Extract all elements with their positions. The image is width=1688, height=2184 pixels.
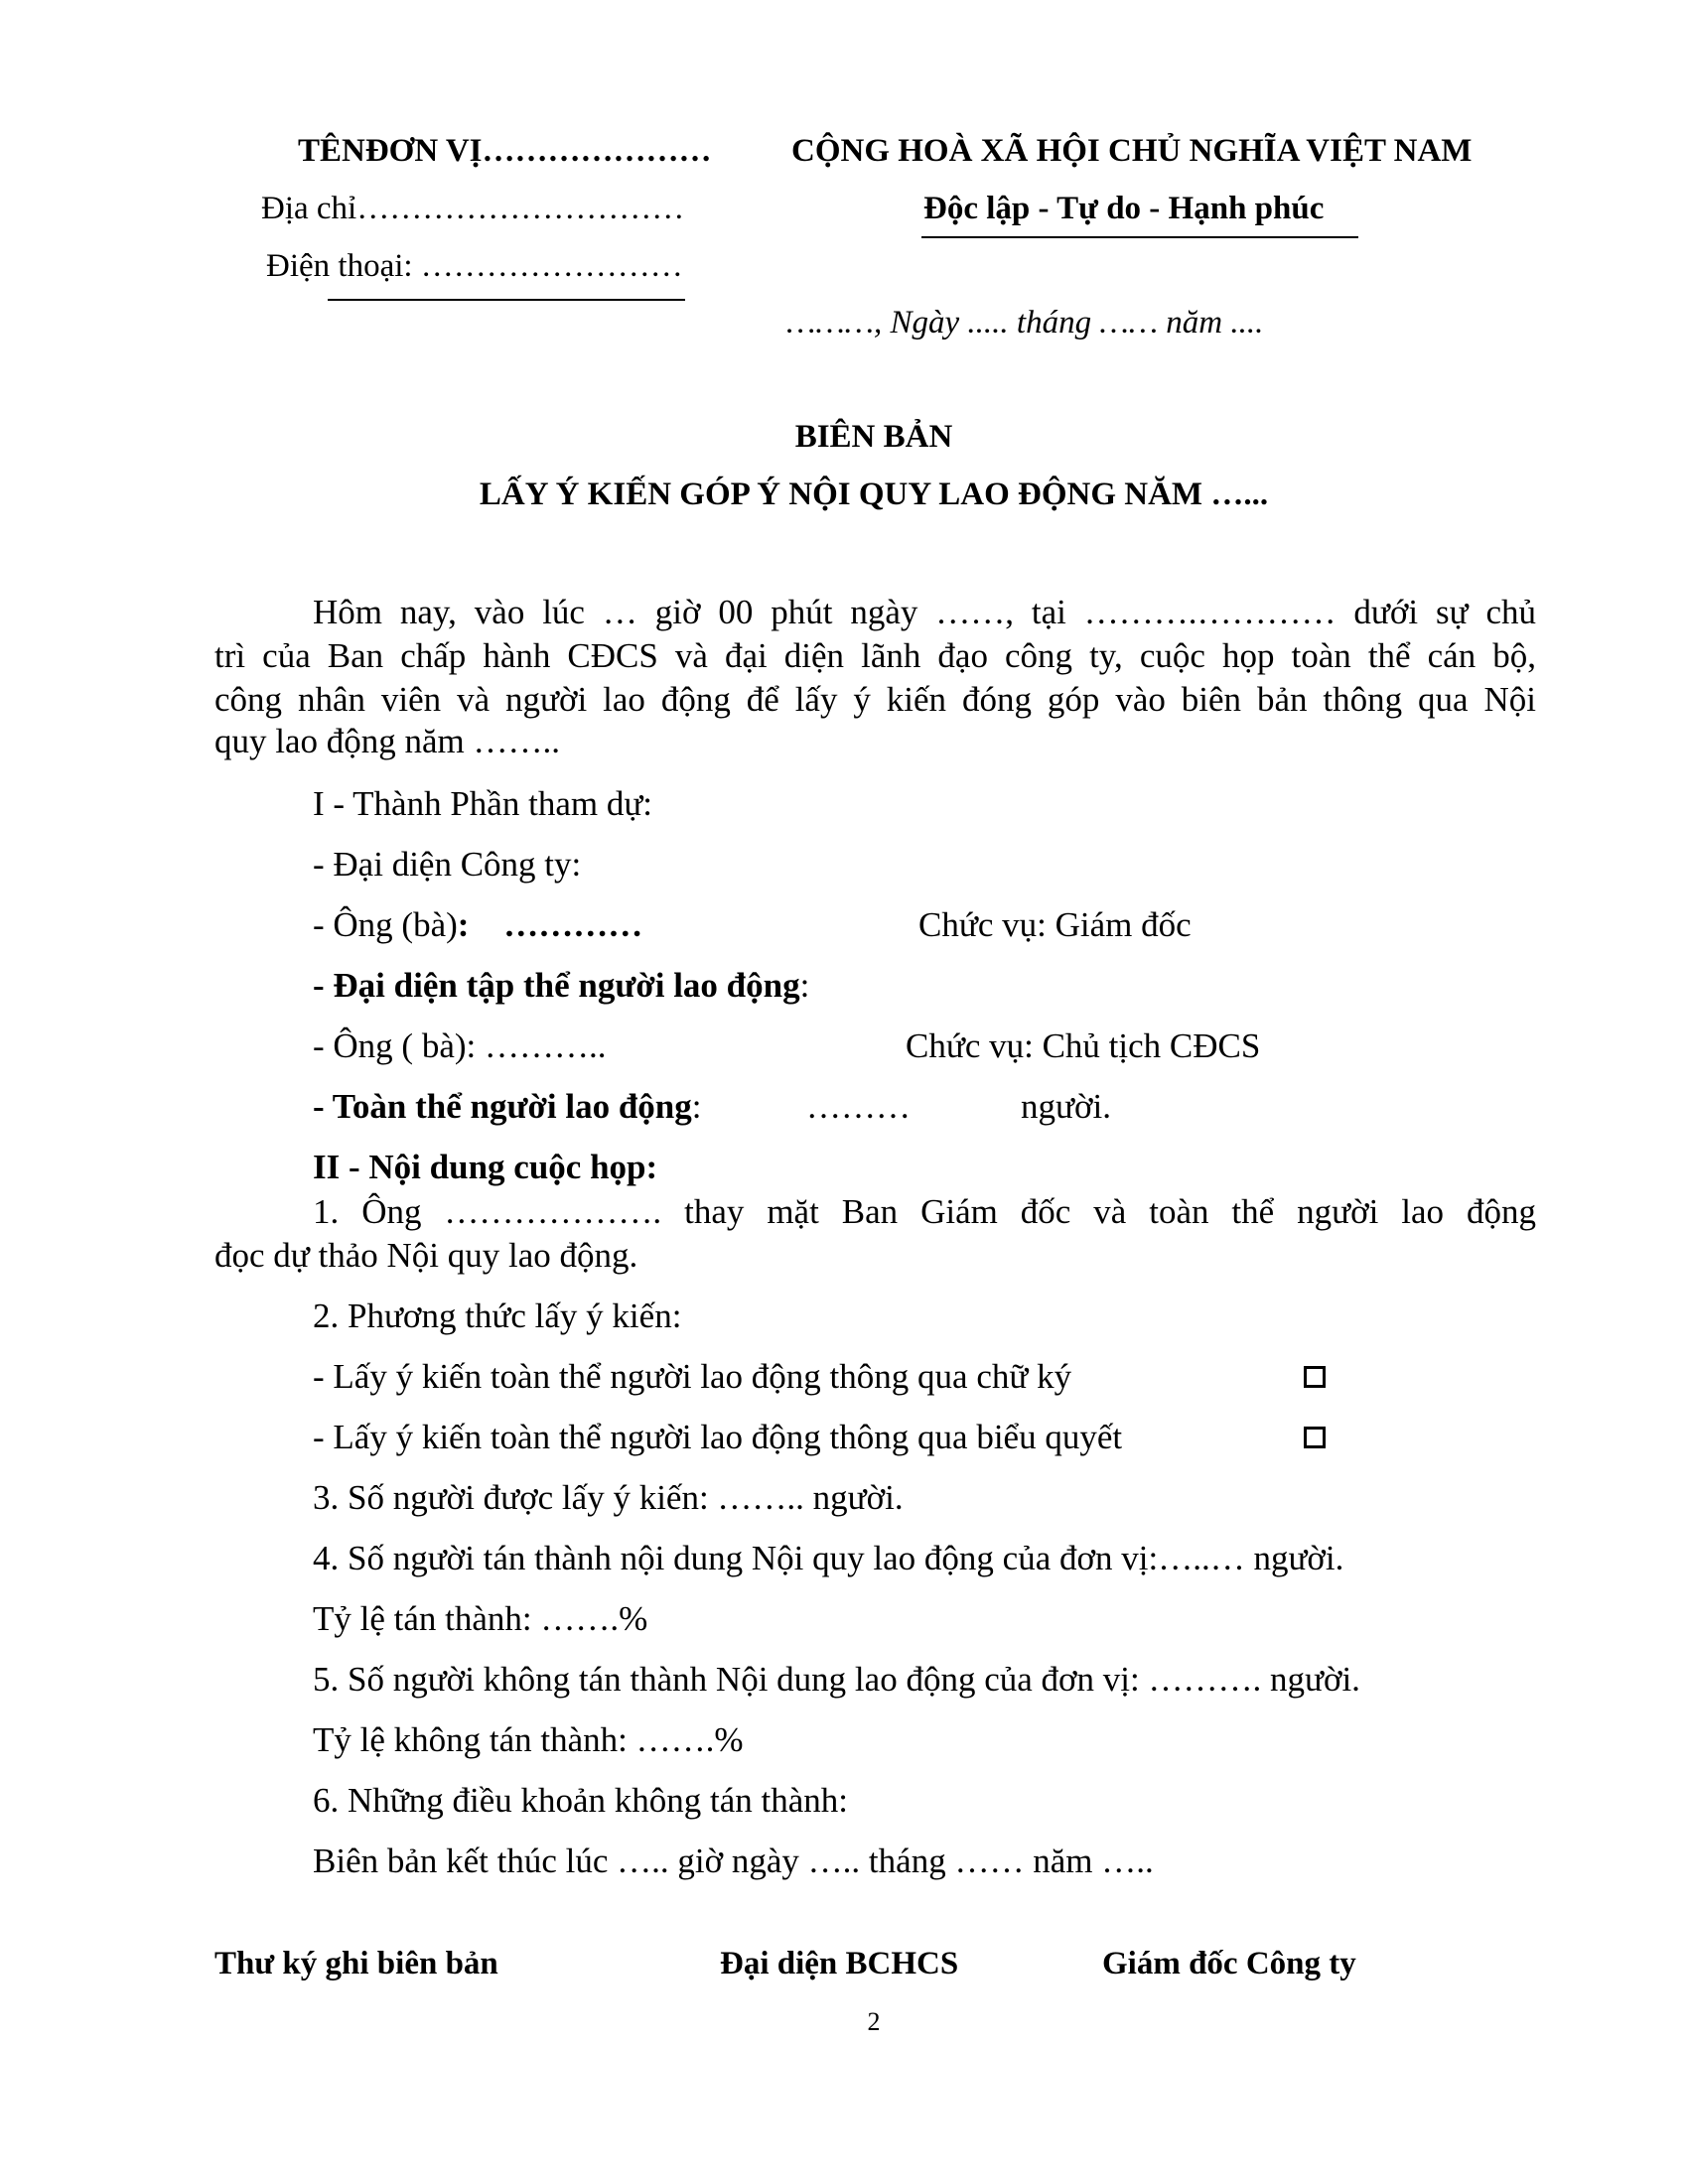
director-name-line bbox=[313, 905, 642, 945]
director-colon: : bbox=[457, 905, 470, 944]
item1-line-1: 1. Ông ………………. thay mặt Ban Giám đốc và toàn thể người lao động bbox=[313, 1192, 1536, 1231]
item2-heading: 2. Phương thức lấy ý kiến: bbox=[313, 1297, 682, 1335]
option-vote-checkbox[interactable] bbox=[1304, 1427, 1326, 1448]
document-title: BIÊN BẢN bbox=[794, 419, 953, 455]
option-vote-label: - Lấy ý kiến toàn thể người lao động thông qua biểu quyết bbox=[313, 1418, 1123, 1456]
unit-address: Địa chỉ………………………… bbox=[261, 191, 685, 226]
labor-rep-colon: : bbox=[799, 966, 810, 1005]
header-left-underline bbox=[328, 299, 685, 301]
disapprove-rate: Tỷ lệ không tán thành: …….% bbox=[313, 1720, 744, 1759]
unit-name: TÊNĐƠN VỊ………………… bbox=[298, 133, 712, 169]
signature-secretary: Thư ký ghi biên bản bbox=[214, 1946, 498, 1981]
item1-line-2: đọc dự thảo Nội quy lao động. bbox=[214, 1236, 638, 1275]
director-name-value: ………… bbox=[503, 905, 643, 944]
chairman-name-line: - Ông ( bà): ……….. bbox=[313, 1026, 607, 1065]
date-line: ………, Ngày ..... tháng …… năm .... bbox=[786, 305, 1264, 341]
director-position: Chức vụ: Giám đốc bbox=[918, 905, 1192, 944]
section2-heading: II - Nội dung cuộc họp: bbox=[313, 1148, 658, 1186]
intro-line-3: công nhân viên và người lao động để lấy ý kiến đóng góp vào biên bản thông qua Nội bbox=[214, 680, 1536, 719]
item6: 6. Những điều khoản không tán thành: bbox=[313, 1781, 849, 1820]
closing-line: Biên bản kết thúc lúc ….. giờ ngày ….. tháng …… năm ….. bbox=[313, 1842, 1154, 1880]
intro-line-1: Hôm nay, vào lúc … giờ 00 phút ngày ……, tại ……….………… dưới sự chủ bbox=[313, 593, 1536, 631]
national-motto: Độc lập - Tự do - Hạnh phúc bbox=[923, 191, 1325, 226]
intro-line-2: trì của Ban chấp hành CĐCS và đại diện lãnh đạo công ty, cuộc họp toàn thể cán bộ, bbox=[214, 636, 1536, 675]
item3: 3. Số người được lấy ý kiến: …….. người. bbox=[313, 1478, 904, 1517]
section1-heading: I - Thành Phần tham dự: bbox=[313, 784, 653, 823]
approve-rate: Tỷ lệ tán thành: …….% bbox=[313, 1599, 648, 1638]
all-workers-unit: người. bbox=[1021, 1087, 1111, 1126]
intro-line-4: quy lao động năm …….. bbox=[214, 722, 561, 760]
option-signature-label: - Lấy ý kiến toàn thể người lao động thông qua chữ ký bbox=[313, 1357, 1072, 1396]
unit-phone: Điện thoại: …………………… bbox=[266, 248, 683, 284]
chairman-position: Chức vụ: Chủ tịch CĐCS bbox=[906, 1026, 1261, 1065]
director-name-label: - Ông (bà) bbox=[313, 905, 458, 944]
motto-underline bbox=[921, 236, 1358, 238]
item5: 5. Số người không tán thành Nội dung lao động của đơn vị: ………. người. bbox=[313, 1660, 1360, 1699]
document-subtitle: LẤY Ý KIẾN GÓP Ý NỘI QUY LAO ĐỘNG NĂM …... bbox=[479, 477, 1269, 512]
all-workers-count: ……… bbox=[806, 1087, 911, 1126]
country-name: CỘNG HOÀ XÃ HỘI CHỦ NGHĨA VIỆT NAM bbox=[791, 133, 1473, 169]
signature-union-rep: Đại diện BCHCS bbox=[720, 1946, 959, 1981]
option-signature-checkbox[interactable] bbox=[1304, 1366, 1326, 1388]
page-number: 2 bbox=[867, 2007, 881, 2036]
item4: 4. Số người tán thành nội dung Nội quy lao động của đơn vị:…..… người. bbox=[313, 1539, 1344, 1577]
all-workers-label: - Toàn thể người lao động bbox=[313, 1087, 692, 1126]
company-rep-label: - Đại diện Công ty: bbox=[313, 845, 582, 884]
signature-director: Giám đốc Công ty bbox=[1102, 1946, 1356, 1981]
labor-rep-line bbox=[313, 966, 809, 1006]
labor-rep-label: - Đại diện tập thể người lao động bbox=[313, 966, 800, 1005]
all-workers-line bbox=[313, 1087, 702, 1127]
all-workers-colon: : bbox=[691, 1087, 702, 1126]
